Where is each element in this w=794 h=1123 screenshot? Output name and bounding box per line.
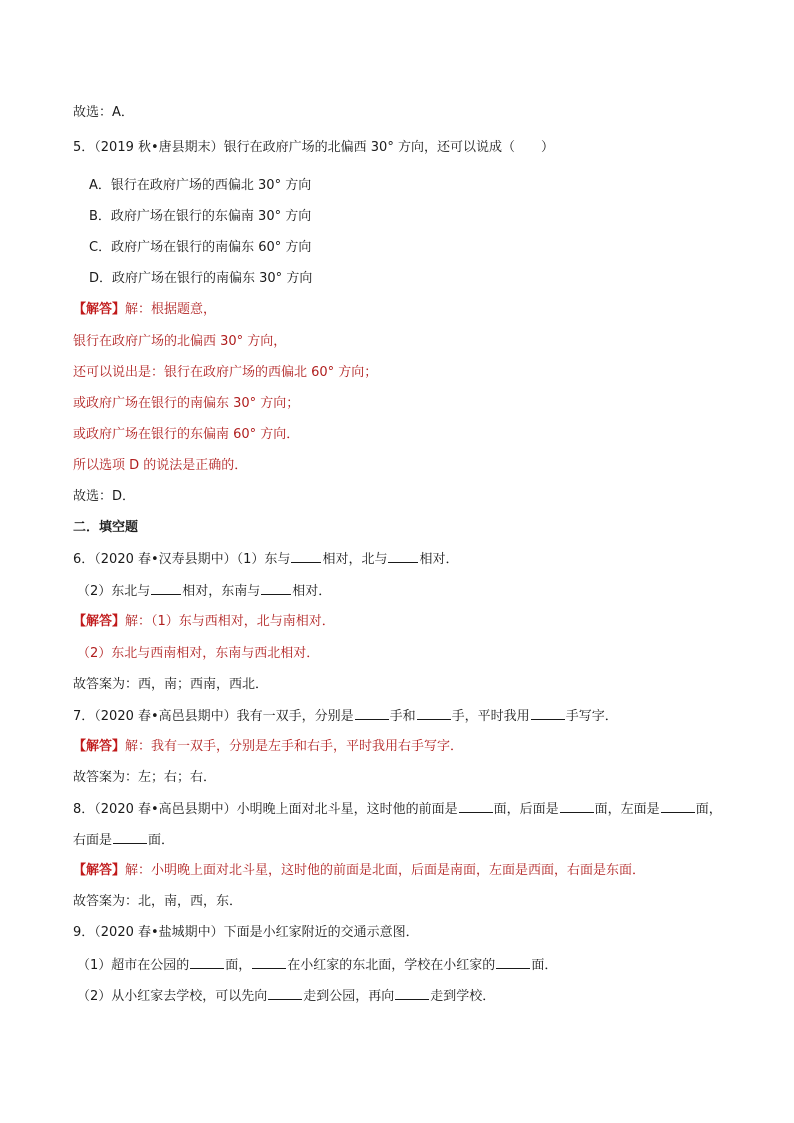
q8-text: 面． [148, 833, 175, 848]
q6-text: 相对． [419, 552, 459, 567]
q9-sub2 [77, 987, 495, 1006]
q9-text: （1）超市在公园的 [77, 958, 190, 973]
solution-text: 解：（1）东与西相对，北与南相对． [125, 614, 335, 629]
q5-option-c: C．政府广场在银行的南偏东 60° 方向 [89, 240, 312, 255]
answer-blank [531, 707, 565, 720]
q5-stem: 5．（2019 秋•唐县期末）银行在政府广场的北偏西 30° 方向，还可以说成（ ） [73, 140, 554, 155]
q5-option-a: A．银行在政府广场的西偏北 30° 方向 [89, 178, 312, 193]
answer-blank [252, 956, 286, 969]
solution-text: 解：小明晚上面对北斗星，这时他的前面是北面，后面是南面，左面是西面，右面是东面． [125, 863, 646, 878]
q6-stem [73, 550, 458, 569]
solution-tag: 【解答】 [73, 614, 126, 629]
q6-text: 相对． [292, 584, 332, 599]
q9-sub1 [77, 956, 557, 975]
answer-blank [395, 987, 429, 1000]
answer-blank [291, 550, 321, 563]
q7-solution [73, 738, 463, 756]
solution-tag: 【解答】 [73, 739, 126, 754]
answer-blank [268, 987, 302, 1000]
q8-text: 面，左面是 [594, 802, 660, 817]
q9-text: 面， [225, 958, 252, 973]
q9-text: 面． [531, 958, 558, 973]
answer-blank [388, 550, 418, 563]
q6-text: 相对，北与 [322, 552, 388, 567]
q5-solution-line: 银行在政府广场的北偏西 30° 方向， [73, 334, 287, 349]
section-heading: 二．填空题 [73, 520, 139, 535]
q8-text: 面， [695, 802, 722, 817]
q5-solution-head [73, 301, 216, 319]
q7-answer: 故答案为：左；右；右． [73, 770, 217, 785]
answer-blank [261, 582, 291, 595]
q6-answer: 故答案为：西，南；西南，西北． [73, 677, 269, 692]
q5-option-b: B．政府广场在银行的东偏南 30° 方向 [89, 209, 312, 224]
solution-tag: 【解答】 [73, 302, 126, 317]
q4-answer: 故选：A． [73, 105, 134, 120]
q8-text: 面，后面是 [493, 802, 559, 817]
q8-solution [73, 862, 645, 880]
answer-blank [417, 707, 451, 720]
q5-solution-line: 所以选项 D 的说法是正确的． [73, 458, 248, 473]
q6-text: 6．（2020 春•汉寿县期中）（1）东与 [73, 552, 291, 567]
q8-text: 8．（2020 春•高邑县期中）小明晚上面对北斗星，这时他的前面是 [73, 802, 458, 817]
q6-text: （2）东北与 [77, 584, 151, 599]
q9-text: 在小红家的东北面，学校在小红家的 [287, 958, 496, 973]
q7-text: 手，平时我用 [451, 709, 530, 724]
answer-blank [560, 800, 594, 813]
q8-answer: 故答案为：北，南，西，东． [73, 894, 243, 909]
q5-option-d: D．政府广场在银行的南偏东 30° 方向 [89, 271, 313, 286]
answer-blank [459, 800, 493, 813]
q9-text: 走到学校． [430, 989, 496, 1004]
answer-blank [661, 800, 695, 813]
q9-text: （2）从小红家去学校，可以先向 [77, 989, 268, 1004]
q9-text: 走到公园，再向 [303, 989, 395, 1004]
answer-blank [355, 707, 389, 720]
solution-text: 解：我有一双手，分别是左手和右手，平时我用右手写字． [125, 739, 464, 754]
q7-text: 手写字． [565, 709, 618, 724]
q5-solution-line: 或政府广场在银行的东偏南 60° 方向． [73, 427, 300, 442]
q5-answer: 故选：D． [73, 489, 136, 504]
q8-stem [73, 800, 722, 819]
q7-text: 7．（2020 春•高邑县期中）我有一双手，分别是 [73, 709, 354, 724]
q6-solution-line: （2）东北与西南相对，东南与西北相对． [77, 646, 320, 661]
solution-tag: 【解答】 [73, 863, 126, 878]
q6-text: 相对，东南与 [182, 584, 261, 599]
answer-blank [190, 956, 224, 969]
answer-blank [151, 582, 181, 595]
answer-blank [496, 956, 530, 969]
solution-text: 解：根据题意， [125, 302, 217, 317]
answer-blank [113, 831, 147, 844]
q8-text: 右面是 [73, 833, 113, 848]
q6-solution [73, 613, 335, 631]
q8-stem-line2 [73, 831, 174, 850]
q7-stem [73, 707, 618, 726]
q6-sub2 [77, 582, 331, 601]
q5-solution-line: 或政府广场在银行的南偏东 30° 方向； [73, 396, 300, 411]
q5-solution-line: 还可以说出是：银行在政府广场的西偏北 60° 方向； [73, 365, 378, 380]
q7-text: 手和 [389, 709, 416, 724]
q9-stem: 9．（2020 春•盐城期中）下面是小红家附近的交通示意图． [73, 925, 419, 940]
